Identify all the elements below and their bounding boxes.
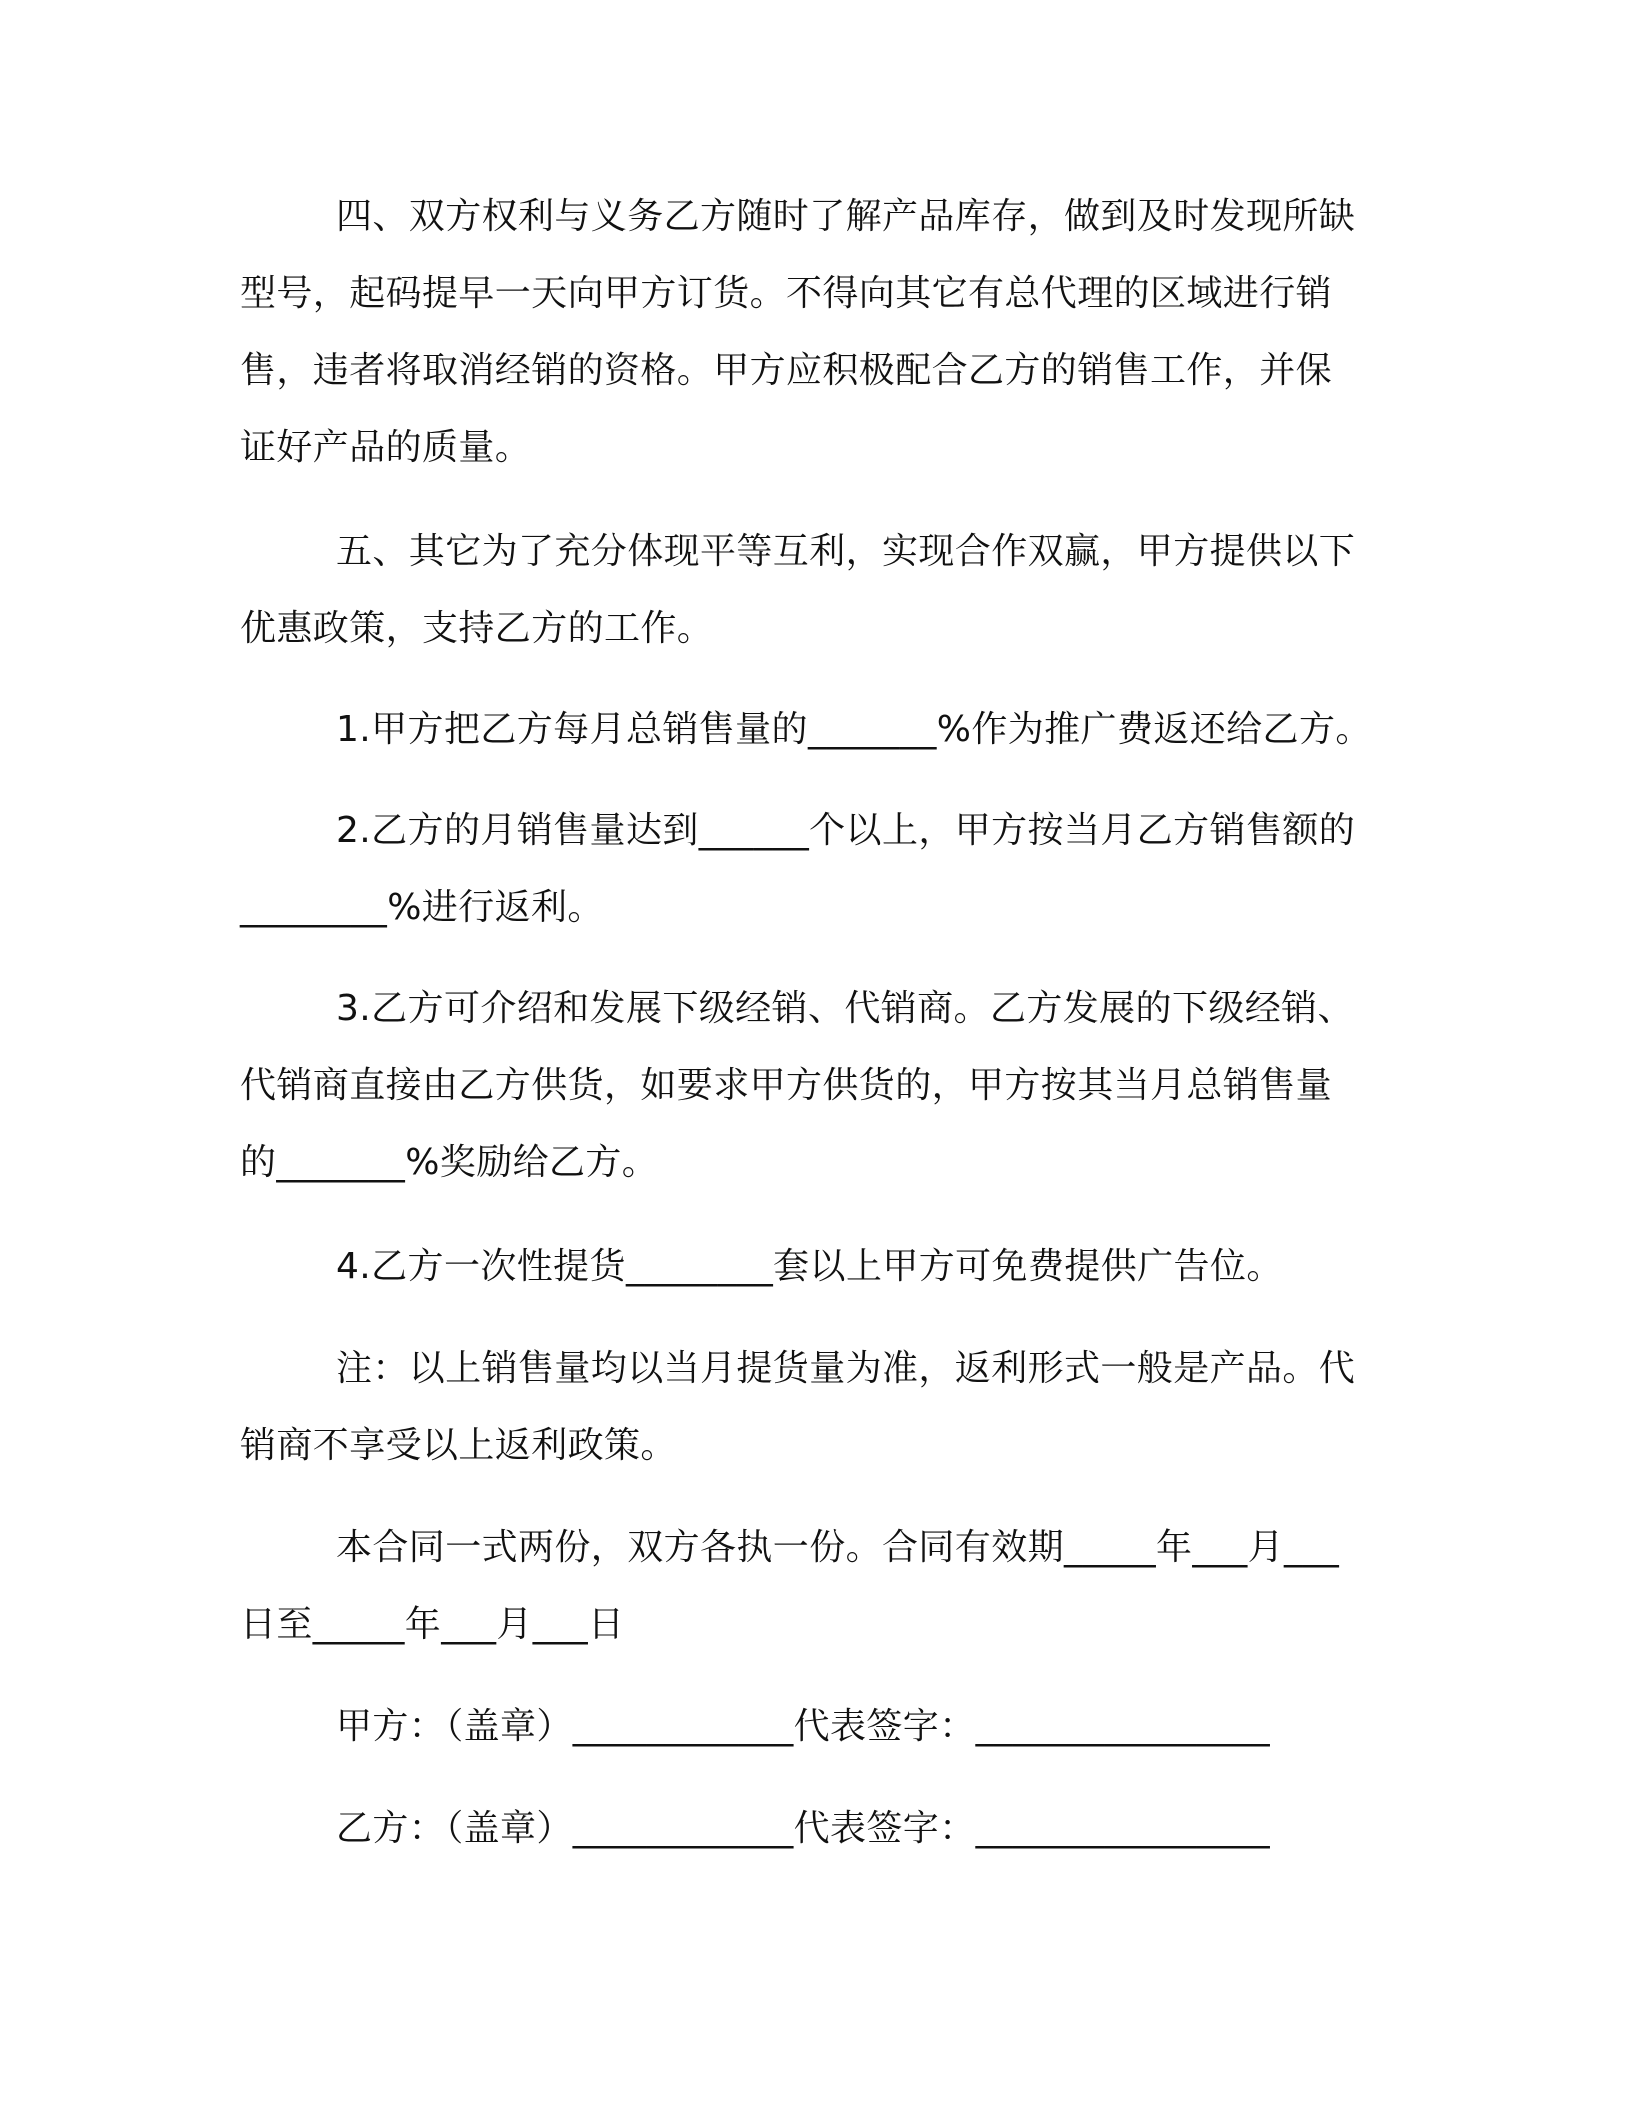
text-line: 售，违者将取消经销的资格。甲方应积极配合乙方的销售工作，并保: [240, 350, 1333, 391]
text-line: 销商不享受以上返利政策。: [240, 1425, 677, 1466]
party-a-signature: [240, 1688, 1390, 1765]
note-paragraph: [240, 1330, 1390, 1484]
text-line: 甲方：（盖章）____________代表签字：________________: [336, 1706, 1270, 1747]
text-line: ________%进行返利。: [240, 887, 604, 928]
text-line: 五、其它为了充分体现平等互利，实现合作双赢，甲方提供以下: [336, 531, 1356, 572]
policy-item-2: [240, 792, 1390, 946]
party-b-signature: [240, 1790, 1390, 1867]
text-line: 四、双方权利与义务乙方随时了解产品库存，做到及时发现所缺: [336, 196, 1356, 237]
clause-5-other: [240, 513, 1390, 667]
text-line: 证好产品的质量。: [240, 427, 532, 468]
text-line: 2.乙方的月销售量达到______个以上，甲方按当月乙方销售额的: [336, 810, 1356, 851]
policy-item-4: [240, 1228, 1390, 1305]
text-line: 3.乙方可介绍和发展下级经销、代销商。乙方发展的下级经销、: [336, 988, 1354, 1029]
text-line: 的_______%奖励给乙方。: [240, 1142, 659, 1183]
text-line: 4.乙方一次性提货________套以上甲方可免费提供广告位。: [336, 1246, 1283, 1287]
text-line: 1.甲方把乙方每月总销售量的_______%作为推广费返还给乙方。: [336, 709, 1372, 750]
text-line: 注：以上销售量均以当月提货量为准，返利形式一般是产品。代: [336, 1348, 1356, 1389]
text-line: 本合同一式两份，双方各执一份。合同有效期_____年___月___: [336, 1527, 1340, 1568]
policy-item-3: [240, 970, 1390, 1201]
validity-period: [240, 1509, 1390, 1663]
text-line: 优惠政策，支持乙方的工作。: [240, 608, 714, 649]
text-line: 代销商直接由乙方供货，如要求甲方供货的，甲方按其当月总销售量: [240, 1065, 1333, 1106]
clause-4-rights-obligations: [240, 178, 1390, 486]
text-line: 型号，起码提早一天向甲方订货。不得向其它有总代理的区域进行销: [240, 273, 1333, 314]
text-line: 乙方：（盖章）____________代表签字：________________: [336, 1808, 1270, 1849]
policy-item-1: [240, 691, 1390, 768]
text-line: 日至_____年___月___日: [240, 1604, 625, 1645]
